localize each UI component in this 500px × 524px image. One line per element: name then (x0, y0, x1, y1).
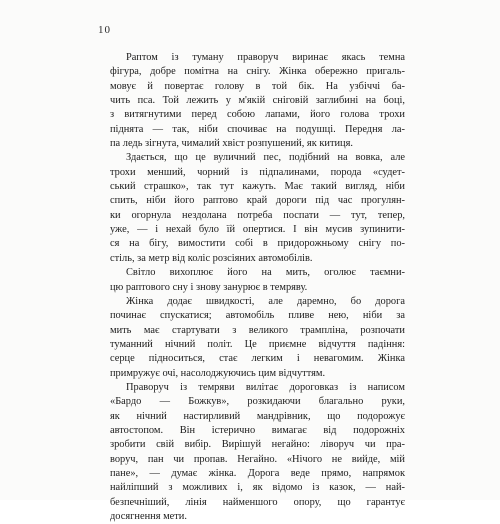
text-line: Праворуч із темряви вилітає дороговказ із написом (126, 381, 405, 393)
body-text (110, 51, 405, 524)
text-line: мовує й повертає голову в той бік. На узбіччі ба- (110, 80, 405, 92)
page-number: 10 (98, 24, 111, 36)
text-line: Жінка додає швидкості, але даремно, бо дорога (126, 295, 405, 307)
text-line: піднята — так, ніби спочиває на подушці. Передня ла- (110, 123, 405, 135)
text-line: па ледь зігнута, чималий хвіст розпушений, як китиця. (110, 138, 353, 150)
text-line: ся на бігу, вимостити собі в придорожньому снігу по- (110, 238, 405, 250)
text-line: чить пса. Той лежить у м'якій сніговій заглибині на боці, (110, 95, 405, 107)
paragraph (110, 295, 405, 381)
text-line: досягнення мети. (110, 511, 187, 522)
text-line: спить, ніби його раптово край дороги під час прогулян- (110, 195, 405, 207)
text-line: Світло вихоплює його на мить, оголює таємни- (126, 267, 405, 279)
text-line: трохи менший, чорний із підпалинами, порода «судет- (110, 166, 405, 178)
text-line: воруч, пан чи пропав. Негайно. «Нічого не вийде, мій (110, 453, 405, 465)
text-line: з витягнутими перед собою лапами, його голова трохи (110, 109, 405, 121)
text-line: автостопом. Він істерично вимагає від подорожніх (110, 424, 405, 436)
text-line: як нічний настирливий мандрівник, що подорожує (110, 410, 405, 422)
text-line: пане», — думає жінка. Дорога веде прямо, напрямок (110, 467, 405, 479)
text-line: ки огорнула нездолана потреба поспати — тут, тепер, (110, 209, 405, 221)
paragraph (110, 266, 405, 295)
text-line: цю раптового сну і знову занурює в темряву. (110, 281, 308, 293)
text-line: починає спускатися; автомобіль пливе нею, ніби за (110, 310, 405, 322)
text-line: зробити свій вибір. Вирішуй негайно: ліворуч чи пра- (110, 439, 405, 451)
text-line: стіль, за метр від коліс розсіяних автомобілів. (110, 252, 313, 264)
text-line: безпечніший, лінія найменшого опору, що гарантує (110, 496, 405, 508)
text-line: ський страшко», так тут кажуть. Має такий вигляд, ніби (110, 181, 405, 193)
paragraph (110, 381, 405, 524)
text-line: «Бардо — Божкув», розкидаючи благально руки, (110, 396, 405, 408)
paragraph (110, 51, 405, 151)
text-line: примружує очі, насолоджуючись цим відчуттям. (110, 367, 326, 379)
text-line: Здається, що це вуличний пес, подібний на вовка, але (126, 152, 405, 164)
text-line: фігура, добре помітна на снігу. Жінка обережно пригаль- (110, 66, 405, 78)
text-line: найліпший з можливих і, як відомо із казок, — най- (110, 482, 405, 494)
paragraph (110, 151, 405, 266)
text-line: уже, — і нехай було їй опертися. І він мусив зупинити- (110, 224, 405, 236)
text-line: серце підноситься, стає легким і невагомим. Жінка (110, 353, 405, 365)
text-line: мить має стартувати з великого трампліна, розпочати (110, 324, 405, 336)
text-line: Раптом із туману праворуч виринає якась темна (126, 52, 405, 63)
text-line: туманний нічний політ. Це приємне відчуття падіння: (110, 338, 405, 350)
